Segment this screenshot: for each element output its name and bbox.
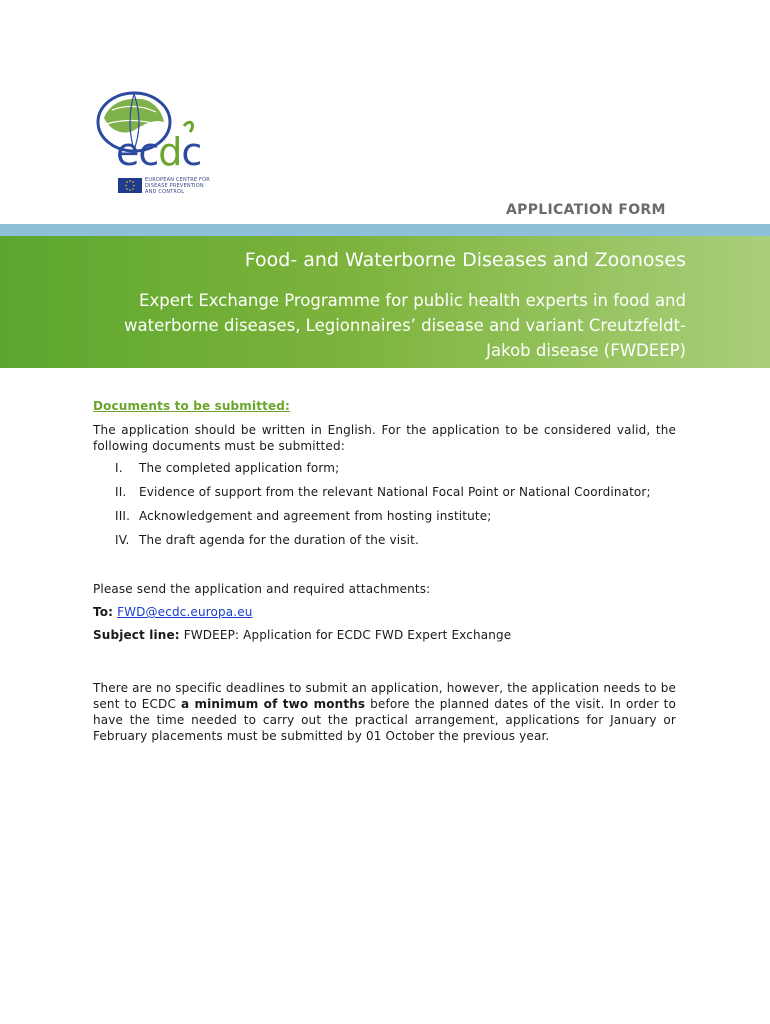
header-rule	[0, 224, 770, 236]
wordmark-part-1: ec	[116, 130, 159, 174]
banner-subtitle: Expert Exchange Programme for public health experts in food and waterborne diseases, Legionnaires’ disease and variant Creutzfeldt-Jakob disease (FWDEEP)	[124, 291, 686, 360]
list-item-number: III.	[115, 509, 131, 523]
list-item-number: I.	[115, 461, 123, 475]
banner-title: Food- and Waterborne Diseases and Zoonoses	[244, 249, 686, 271]
deadline-text-1: There are no specific deadlines to submit an application, however, the application needs to be sent to ECDC	[93, 681, 676, 711]
deadline-emphasis: a minimum of two months	[180, 697, 366, 711]
ecdc-wordmark	[116, 130, 201, 174]
wordmark-part-3: c	[181, 130, 202, 174]
documents-intro: The application should be written in English. For the application to be considered valid, the following documents must be submitted:	[93, 423, 676, 453]
eu-flag-icon	[118, 178, 142, 193]
list-item	[93, 532, 676, 548]
org-line-3: AND CONTROL	[145, 189, 185, 195]
org-line-2: DISEASE PREVENTION	[145, 183, 204, 189]
ecdc-org-name	[145, 177, 235, 195]
subject-line	[93, 627, 676, 643]
subject-text: FWDEEP: Application for ECDC FWD Expert Exchange	[183, 628, 512, 642]
deadline-text-2: before the planned dates of the visit. In order to have the time needed to carry out the practical arrangement, applications for January or February placements must be submitted by 01 October the previous year.	[93, 697, 677, 743]
documents-list	[93, 460, 676, 548]
subject-label: Subject line:	[93, 628, 180, 642]
submission-instruction: Please send the application and required attachments:	[93, 582, 431, 596]
email-link[interactable]: FWD@ecdc.europa.eu	[117, 605, 253, 619]
wordmark-part-2: d	[158, 130, 182, 174]
document-body	[93, 398, 676, 744]
form-type-label: APPLICATION FORM	[506, 202, 666, 218]
list-item	[93, 508, 676, 524]
list-item-number: II.	[115, 485, 127, 499]
documents-heading: Documents to be submitted:	[93, 399, 290, 413]
list-item-text: Evidence of support from the relevant National Focal Point or National Coordinator;	[139, 485, 651, 499]
list-item-number: IV.	[115, 533, 130, 547]
to-label: To:	[93, 605, 114, 619]
list-item	[93, 460, 676, 476]
deadline-paragraph	[93, 680, 676, 744]
to-line	[93, 604, 676, 620]
list-item-text: Acknowledgement and agreement from hosting institute;	[139, 509, 492, 523]
list-item-text: The completed application form;	[139, 461, 340, 475]
org-line-1: EUROPEAN CENTRE FOR	[145, 177, 210, 183]
list-item-text: The draft agenda for the duration of the visit.	[139, 533, 419, 547]
list-item	[93, 484, 676, 500]
